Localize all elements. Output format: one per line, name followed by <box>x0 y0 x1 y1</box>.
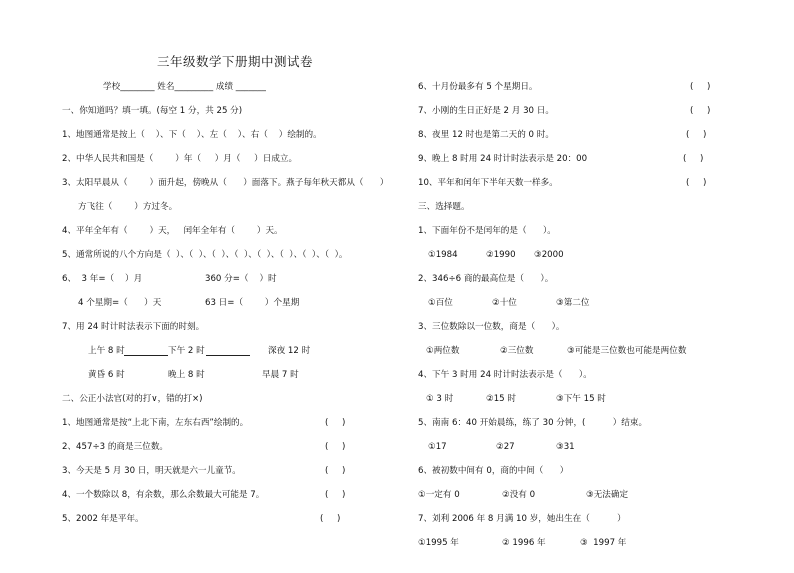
choice-option[interactable]: ②没有 0 <box>502 490 536 500</box>
judge-item: 3、今天是 5 月 30 日，明天就是六一儿童节。 <box>62 466 241 476</box>
time-item: 下午 2 时 <box>168 346 205 356</box>
judge-answer-box[interactable]: ( ) <box>325 466 346 476</box>
choice-option[interactable]: ③ 1997 年 <box>580 538 627 548</box>
judge-answer-box[interactable]: ( ) <box>320 514 341 524</box>
time-item: 早晨 7 时 <box>262 370 299 380</box>
judge-answer-box[interactable]: ( ) <box>686 130 707 140</box>
choice-option[interactable]: ①两位数 <box>426 346 460 356</box>
s1-line-5: 5、通常所说的八个方向是（ ）、（ ）、（ ）、（ ）、（ ）、（ ）、（ ）、（ ）。 <box>62 250 348 260</box>
choice-question: 3、三位数除以一位数，商是（ ）。 <box>418 322 565 332</box>
choice-question: 7、刘利 2006 年 8 月满 10 岁，她出生在（ ） <box>418 514 626 524</box>
choice-option[interactable]: ①百位 <box>428 298 453 308</box>
choice-question: 6、被初数中间有 0，商的中间（ ） <box>418 466 569 476</box>
choice-option[interactable]: ①1984 <box>428 250 458 260</box>
choice-option[interactable]: ③下午 15 时 <box>556 394 606 404</box>
s1-line-6b: 360 分=（ ）时 <box>205 274 277 284</box>
s1-line-7: 7、用 24 时计时法表示下面的时刻。 <box>62 322 205 332</box>
choice-option[interactable]: ③无法确定 <box>586 490 629 500</box>
judge-item: 7、小刚的生日正好是 2 月 30 日。 <box>418 106 554 116</box>
s1-line-1: 1、地图通常是按上（ ）、下（ ）、左（ ）、右（ ）绘制的。 <box>62 130 322 140</box>
s1-line-4: 4、平年全年有（ ）天， 闰年全年有（ ）天。 <box>62 226 283 236</box>
choice-question: 1、下面年份不是闰年的是（ ）。 <box>418 226 556 236</box>
choice-question: 5、南南 6：40 开始晨练，练了 30 分钟，( ）结束。 <box>418 418 648 428</box>
s1-line-6c: 4 个星期=（ ）天 <box>78 298 162 308</box>
choice-question: 2、346÷6 商的最高位是（ ）。 <box>418 274 554 284</box>
choice-option[interactable]: ③31 <box>556 442 575 452</box>
judge-item: 4、一个数除以 8，有余数，那么余数最大可能是 7。 <box>62 490 265 500</box>
page-title: 三年级数学下册期中测试卷 <box>157 54 314 69</box>
judge-item: 9、晚上 8 时用 24 时计时法表示是 20：00 <box>418 154 588 164</box>
choice-option[interactable]: ①1995 年 <box>418 538 459 548</box>
judge-item: 6、十月份最多有 5 个星期日。 <box>418 82 538 92</box>
judge-answer-box[interactable]: ( ) <box>690 106 711 116</box>
choice-option[interactable]: ①一定有 0 <box>418 490 460 500</box>
choice-option[interactable]: ② 1996 年 <box>502 538 546 548</box>
section2-header: 二、公正小法官(对的打∨，错的打×) <box>62 394 203 404</box>
choice-option[interactable]: ②15 时 <box>486 394 516 404</box>
choice-option[interactable]: ②十位 <box>492 298 517 308</box>
s1-line-6d: 63 日=（ ）个星期 <box>205 298 300 308</box>
judge-answer-box[interactable]: ( ) <box>325 418 346 428</box>
choice-option[interactable]: ②1990 <box>486 250 516 260</box>
time-item: 晚上 8 时 <box>168 370 205 380</box>
judge-item: 10、平年和闰年下半年天数一样多。 <box>418 178 558 188</box>
judge-answer-box[interactable]: ( ) <box>325 442 346 452</box>
time-item: 黄昏 6 时 <box>88 370 125 380</box>
choice-option[interactable]: ③2000 <box>534 250 564 260</box>
choice-option[interactable]: ②27 <box>496 442 515 452</box>
judge-item: 5、2002 年是平年。 <box>62 514 144 524</box>
judge-item: 8、夜里 12 时也是第二天的 0 时。 <box>418 130 554 140</box>
choice-option[interactable]: ① 3 时 <box>426 394 454 404</box>
choice-option[interactable]: ③可能是三位数也可能是两位数 <box>567 346 687 356</box>
answer-blank <box>124 355 168 356</box>
judge-answer-box[interactable]: ( ) <box>325 490 346 500</box>
info-line: 学校________ 姓名_________ 成绩 _______ <box>103 82 266 92</box>
s1-line-6a: 6、 3 年=（ ）月 <box>62 274 143 284</box>
choice-option[interactable]: ②三位数 <box>500 346 534 356</box>
judge-answer-box[interactable]: ( ) <box>686 178 707 188</box>
judge-answer-box[interactable]: ( ) <box>683 154 704 164</box>
answer-blank <box>206 355 250 356</box>
section3-header: 三、选择题。 <box>418 202 470 212</box>
s1-line-3b: 方飞往（ ）方过冬。 <box>78 202 178 212</box>
s1-line-2: 2、中华人民共和国是（ ）年（ ）月（ ）日成立。 <box>62 154 298 164</box>
choice-option[interactable]: ①17 <box>428 442 447 452</box>
time-item: 深夜 12 时 <box>268 346 311 356</box>
s1-line-3: 3、太阳早晨从（ ）面升起，傍晚从（ ）面落下。燕子每年秋天都从（ ） <box>62 178 389 188</box>
choice-option[interactable]: ③第二位 <box>556 298 590 308</box>
section1-header: 一、你知道吗？填一填。(每空 1 分，共 25 分) <box>62 106 243 116</box>
judge-answer-box[interactable]: ( ) <box>690 82 711 92</box>
judge-item: 1、地图通常是按“上北下南，左东右西”绘制的。 <box>62 418 249 428</box>
time-item: 上午 8 时 <box>88 346 125 356</box>
judge-item: 2、457÷3 的商是三位数。 <box>62 442 169 452</box>
choice-question: 4、下午 3 时用 24 时计时法表示是（ ）。 <box>418 370 592 380</box>
